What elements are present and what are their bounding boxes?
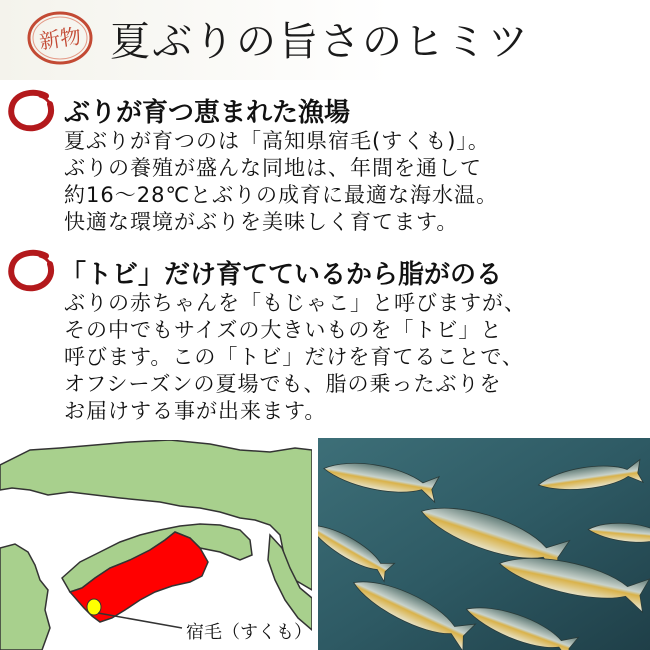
section-heading: 「トビ」だけ育てているから脂がのる [60,260,503,290]
body-line: 約16～28℃とぶりの成育に最適な海水温。 [64,183,499,207]
body-line: その中でもサイズの大きいものを「トビ」と [64,318,503,342]
stamp-text: 新物 [37,24,83,54]
map-leader-line [98,613,182,628]
body-line: 快適な環境がぶりを美味しく育てます。 [64,210,459,234]
body-line: 呼びます。この「トビ」だけを育てることで、 [64,345,524,369]
body-line: お届けする事が出来ます。 [64,399,327,423]
yellowtail-photo [318,438,650,650]
circle-brush-icon [6,248,58,294]
body-line: ぶりの赤ちゃんを「もじゃこ」と呼びますが、 [64,291,526,315]
section-heading: ぶりが育つ恵まれた漁場 [64,98,351,128]
section-body [64,128,498,236]
header-banner [0,0,650,80]
circle-brush-icon [6,88,58,134]
body-line: 夏ぶりが育つのは「高知県宿毛(すくも)」。 [64,129,490,153]
body-line: オフシーズンの夏場でも、脂の乗ったぶりを [64,372,502,396]
section-body [64,290,526,425]
map-label: 宿毛（すくも） [186,622,312,643]
page-title: 夏ぶりの旨さのヒミツ [110,19,530,65]
body-line: ぶりの養殖が盛んな同地は、年間を通して [64,156,482,180]
map-kyushu [0,544,50,650]
